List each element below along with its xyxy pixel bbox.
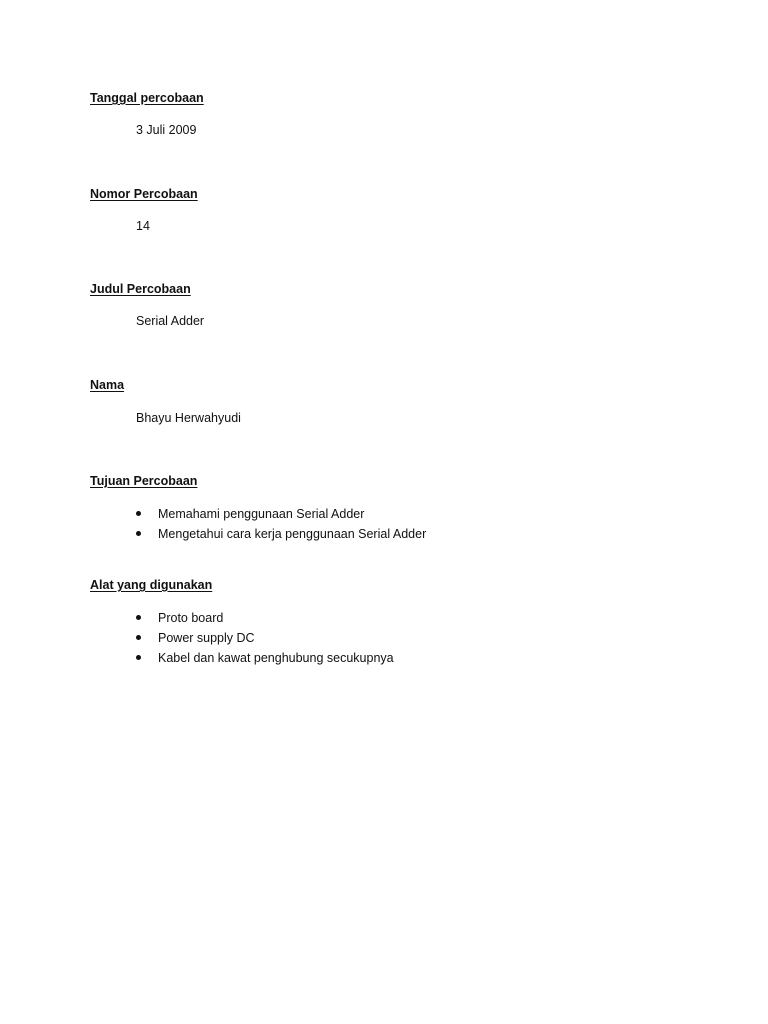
bullet-icon xyxy=(136,635,141,640)
list-item-text: Mengetahui cara kerja penggunaan Serial Adder xyxy=(158,527,427,541)
value-judul-percobaan: Serial Adder xyxy=(136,314,205,328)
heading-judul-percobaan: Judul Percobaan xyxy=(90,282,191,296)
heading-alat-yang-digunakan: Alat yang digunakan xyxy=(90,578,213,592)
list-item-text: Kabel dan kawat penghubung secukupnya xyxy=(158,651,394,665)
bullet-icon xyxy=(136,615,141,620)
list-item-text: Power supply DC xyxy=(158,631,255,645)
heading-tujuan-percobaan: Tujuan Percobaan xyxy=(90,474,198,488)
bullet-icon xyxy=(136,511,141,516)
list-item-text: Proto board xyxy=(158,611,224,625)
value-tanggal-percobaan: 3 Juli 2009 xyxy=(136,123,197,137)
value-nama: Bhayu Herwahyudi xyxy=(136,411,241,425)
bullet-icon xyxy=(136,531,141,536)
heading-tanggal-percobaan: Tanggal percobaan xyxy=(90,91,204,105)
value-nomor-percobaan: 14 xyxy=(136,219,150,233)
bullet-icon xyxy=(136,655,141,660)
list-item-text: Memahami penggunaan Serial Adder xyxy=(158,507,365,521)
heading-nomor-percobaan: Nomor Percobaan xyxy=(90,187,198,201)
heading-nama: Nama xyxy=(90,378,125,392)
